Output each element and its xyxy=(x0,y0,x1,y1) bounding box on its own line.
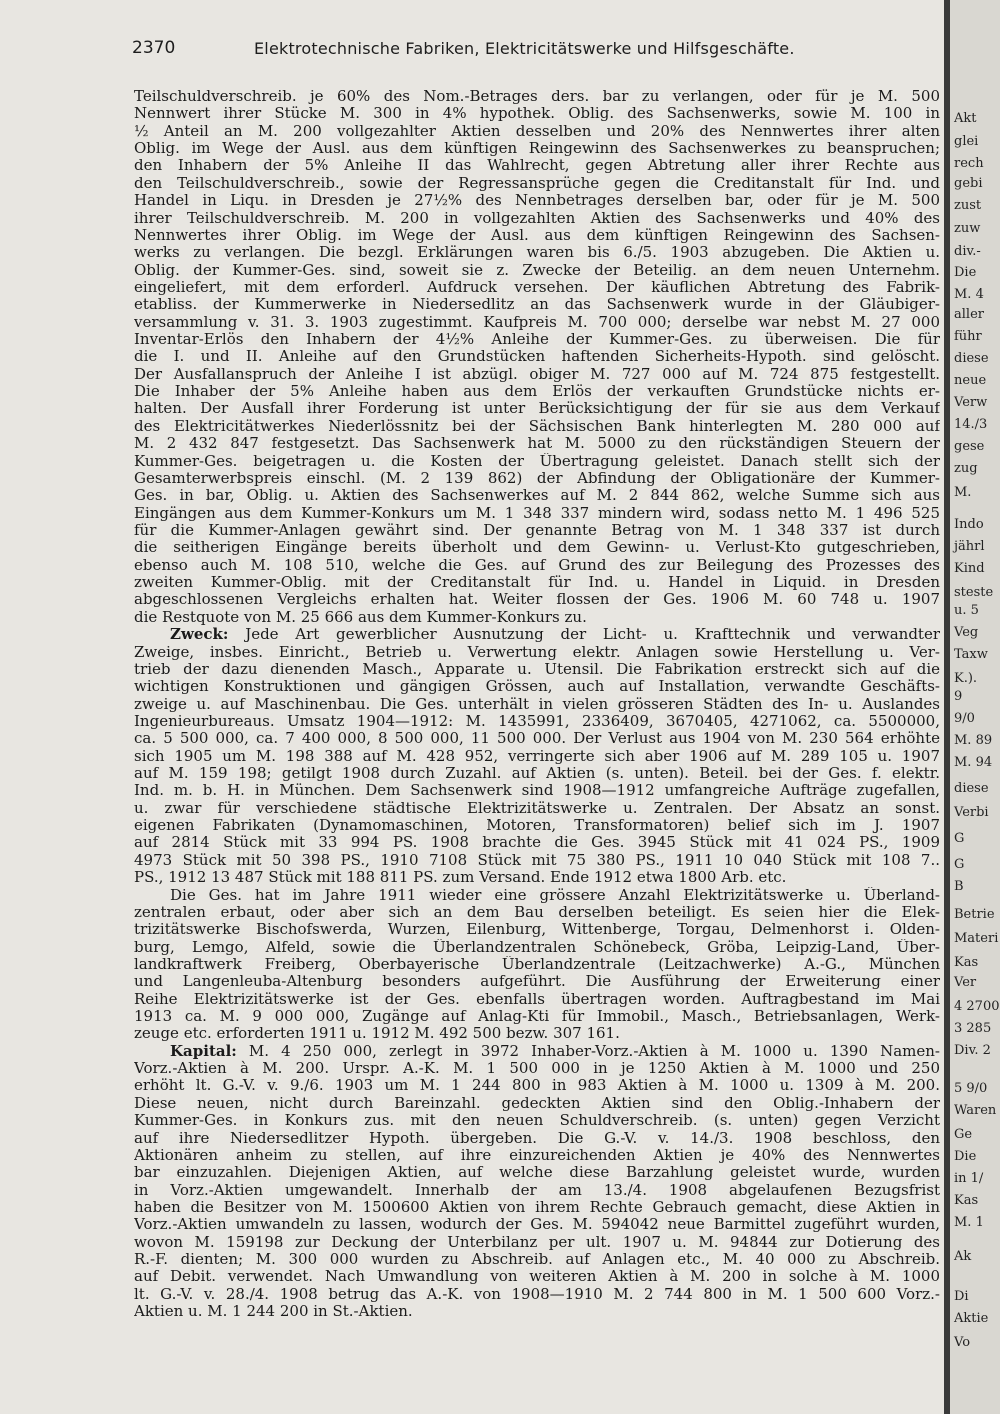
adjacent-page-text: zug xyxy=(954,461,978,476)
text-line: auf 2814 Stück mit 33 994 PS. 1908 brachte die Ges. 3945 Stück mit 41 024 PS., 1909 xyxy=(134,834,940,852)
text-line: abgeschlossenen Vergleichs erhalten hat. Weiter flossen der Ges. 1906 M. 60 748 u. 1907 xyxy=(134,591,940,609)
text-line: burg, Lemgo, Alfeld, sowie die Überlandzentralen Schönebeck, Gröba, Leipzig-Land, Über- xyxy=(134,938,940,956)
text-line xyxy=(134,626,940,643)
adjacent-page-text: Betrie xyxy=(954,907,995,922)
zweck-continuation-paragraph xyxy=(134,887,940,1043)
adjacent-page-text: diese xyxy=(954,351,989,366)
text-line: Diese neuen, nicht durch Bareinzahl. gedeckten Aktien sind den Oblig.-Inhabern der xyxy=(134,1094,940,1112)
text-line: Oblig. im Wege der Ausl. aus dem künftigen Reingewinn des Sachsenwerkes zu beanspruchen; xyxy=(134,140,940,158)
adjacent-page-text: Kas xyxy=(954,1193,979,1208)
text-line: Zweige, insbes. Einricht., Betrieb u. Verwertung elektr. Anlagen sowie Herstellung u. Ver- xyxy=(134,643,940,661)
text-line: ihrer Teilschuldverschreib. M. 200 in vollgezahlten Aktien des Sachsenwerks und 40% des xyxy=(134,209,940,227)
text-line: lt. G.-V. v. 28./4. 1908 betrug das A.-K. von 1908—1910 M. 2 744 800 in M. 1 500 600 Vorz.- xyxy=(134,1285,940,1303)
adjacent-page-text: Veg xyxy=(954,625,979,640)
adjacent-page-text: M. xyxy=(954,485,972,500)
adjacent-page-text: in 1/ xyxy=(954,1171,984,1186)
adjacent-page-text: Die xyxy=(954,265,977,280)
adjacent-page-text: glei xyxy=(954,134,979,149)
text-line: den Inhabern der 5% Anleihe II das Wahlrecht, gegen Abtretung aller ihrer Rechte aus xyxy=(134,157,940,175)
adjacent-page-text: Die xyxy=(954,1149,977,1164)
text-line: Aktionären anheim zu stellen, auf ihre einzureichenden Aktien je 40% des Nennwertes xyxy=(134,1146,940,1164)
text-line: Aktien u. M. 1 244 200 in St.-Aktien. xyxy=(134,1303,413,1321)
text-line: etabliss. der Kummerwerke in Niedersedlitz an das Sachsenwerk wurde in der Gläubiger- xyxy=(134,296,940,314)
adjacent-page-text: M. 4 xyxy=(954,287,984,302)
text-line: zentralen erbaut, oder aber sich an dem Bau derselben beteiligt. Es seien hier die Elek- xyxy=(134,903,940,921)
text-span: Jede Art gewerblicher Ausnutzung der Licht- u. Krafttechnik und verwandter xyxy=(228,626,940,644)
adjacent-page-text: gese xyxy=(954,439,985,454)
text-line: die Restquote von M. 25 666 aus dem Kummer-Konkurs zu. xyxy=(134,608,587,626)
adjacent-page-text: M. 94 xyxy=(954,755,993,770)
text-line: bar einzuzahlen. Diejenigen Aktien, auf welche diese Barzahlung geleistet wurde, wurden xyxy=(134,1164,940,1182)
text-line: auf Debit. verwendet. Nach Umwandlung von weiteren Aktien à M. 200 in solche à M. 1000 xyxy=(134,1268,940,1286)
adjacent-page-text: Di xyxy=(954,1289,969,1304)
page-number: 2370 xyxy=(132,38,176,58)
text-line: Nennwert ihrer Stücke M. 300 in 4% hypothek. Oblig. des Sachsenwerks, sowie M. 100 in xyxy=(134,105,940,123)
adjacent-page-fragment xyxy=(950,0,1000,1414)
text-line: auf M. 159 198; getilgt 1908 durch Zuzahl. auf Aktien (s. unten). Beteil. bei der Ges. f. elektr. xyxy=(134,765,940,783)
text-line: haben die Besitzer von M. 1500600 Aktien von ihrem Rechte Gebrauch gemacht, diese Aktien in xyxy=(134,1199,940,1216)
text-line: sich 1905 um M. 198 388 auf M. 428 952, verringerte sich aber 1906 auf M. 289 105 u. 1907 xyxy=(134,747,940,765)
text-line: PS., 1912 13 487 Stück mit 188 811 PS. zum Versand. Ende 1912 etwa 1800 Arb. etc. xyxy=(134,869,787,887)
adjacent-page-text: führ xyxy=(954,329,982,344)
text-line: ½ Anteil an M. 200 vollgezahlter Aktien desselben und 20% des Nennwertes ihrer alten xyxy=(134,122,940,140)
text-line: die I. und II. Anleihe auf den Grundstücken haftenden Sicherheits-Hypoth. sind gelöscht. xyxy=(134,348,940,366)
text-line: erhöht lt. G.-V. v. 9./6. 1903 um M. 1 244 800 in 983 Aktien à M. 1000 u. 1309 à M. 200. xyxy=(134,1077,940,1095)
text-line: Die Ges. hat im Jahre 1911 wieder eine grössere Anzahl Elektrizitätswerke u. Überland- xyxy=(170,886,940,904)
adjacent-page-text: M. 1 xyxy=(954,1215,984,1230)
adjacent-page-text: Ak xyxy=(954,1249,972,1264)
body-text xyxy=(134,88,940,1321)
adjacent-page-text: aller xyxy=(954,307,984,322)
text-line: auf ihre Niedersedlitzer Hypoth. übergeben. Die G.-V. v. 14./3. 1908 beschloss, den xyxy=(134,1129,940,1147)
text-line: zweige u. auf Maschinenbau. Die Ges. unterhält in vielen grösseren Städten des In- u. Auslandes xyxy=(134,695,940,713)
text-line: Eingängen aus dem Kummer-Konkurs um M. 1 348 337 mindern wird, sodass netto M. 1 496 525 xyxy=(134,504,940,522)
text-line: wovon M. 159198 zur Deckung der Unterbilanz per ult. 1907 u. M. 94844 zur Dotierung des xyxy=(134,1233,940,1251)
text-line: Nennwertes ihrer Oblig. im Wege der Ausl. aus dem künftigen Reingewinn des Sachsen- xyxy=(134,226,940,244)
adjacent-page-text: 5 9/0 xyxy=(954,1081,988,1096)
adjacent-page-text: u. 5 xyxy=(954,603,979,618)
adjacent-page-text: 14./3 xyxy=(954,417,988,432)
text-line xyxy=(134,1043,940,1060)
adjacent-page-text: M. 89 xyxy=(954,733,993,748)
adjacent-page-text: G xyxy=(954,831,965,846)
adjacent-page-text: div.- xyxy=(954,244,981,259)
text-line: Reihe Elektrizitätswerke ist der Ges. ebenfalls übertragen worden. Auftragbestand im Mai xyxy=(134,990,940,1008)
text-line: ebenso auch M. 108 510, welche die Ges. auf Grund des zur Beilegung des Prozesses des xyxy=(134,556,940,574)
adjacent-page-text: zuw xyxy=(954,221,981,236)
text-line: R.-F. dienten; M. 300 000 wurden zu Abschreib. auf Anlagen etc., M. 40 000 zu Abschreib. xyxy=(134,1251,940,1269)
text-line: Der Ausfallanspruch der Anleihe I ist abzügl. obiger M. 727 000 auf M. 724 875 festgestellt. xyxy=(134,365,940,383)
kapital-paragraph xyxy=(134,1043,940,1321)
text-line: wichtigen Konstruktionen und gängigen Grössen, auch auf Installation, verwandte Geschäfts- xyxy=(134,678,940,696)
text-line: für die Kummer-Anlagen gewährt sind. Der genannte Betrag von M. 1 348 337 ist durch xyxy=(134,521,940,539)
adjacent-page-text: K.). xyxy=(954,671,978,686)
text-line: Oblig. der Kummer-Ges. sind, soweit sie z. Zwecke der Beteilig. an dem neuen Unternehm. xyxy=(134,261,940,279)
text-line: trieb der dazu dienenden Masch., Apparate u. Utensil. Die Fabrikation erstreckt sich auf die xyxy=(134,660,940,678)
adjacent-page-text: 9/0 xyxy=(954,711,975,726)
adjacent-page-text: Div. 2 xyxy=(954,1043,991,1058)
adjacent-page-text: jährl xyxy=(954,539,985,554)
adjacent-page-text: neue xyxy=(954,373,987,388)
text-line: werks zu verlangen. Die bezgl. Erklärungen waren bis 6./5. 1903 abzugeben. Die Aktien u. xyxy=(134,244,940,262)
text-line: Kummer-Ges. in Konkurs zus. mit den neuen Schuldverschreib. (s. unten) gegen Verzicht xyxy=(134,1112,940,1130)
text-line: M. 2 432 847 festgesetzt. Das Sachsenwerk hat M. 5000 zu den rückständigen Steuern der xyxy=(134,435,940,453)
intro-paragraph xyxy=(134,88,940,626)
adjacent-page-text: diese xyxy=(954,781,989,796)
adjacent-page-text: Kas xyxy=(954,955,979,970)
text-line: Ingenieurbureaus. Umsatz 1904—1912: M. 1435991, 2336409, 3670405, 4271062, ca. 5500000, xyxy=(134,712,940,730)
text-line: Die Inhaber der 5% Anleihe haben aus dem Erlös der verkauften Grundstücke nichts er- xyxy=(134,383,940,401)
text-line: Ges. in bar, Oblig. u. Aktien des Sachsenwerkes auf M. 2 844 862, welche Summe sich aus xyxy=(134,487,940,505)
text-line: eigenen Fabrikaten (Dynamomaschinen, Motoren, Transformatoren) belief sich im J. 1907 xyxy=(134,817,940,835)
adjacent-page-text: Materi xyxy=(954,931,999,946)
adjacent-page-text: Vo xyxy=(954,1335,971,1350)
text-line: Teilschuldverschreib. je 60% des Nom.-Betrages ders. bar zu verlangen, oder für je M. 500 xyxy=(134,88,940,105)
text-line: ca. 5 500 000, ca. 7 400 000, 8 500 000, 11 500 000. Der Verlust aus 1904 von M. 230 564 erhöhte xyxy=(134,730,940,748)
adjacent-page-text: Ge xyxy=(954,1127,973,1142)
adjacent-page-text: rech xyxy=(954,156,984,171)
adjacent-page-text: B xyxy=(954,879,964,894)
adjacent-page-text: Waren xyxy=(954,1103,997,1118)
text-line: zweiten Kummer-Oblig. mit der Creditanstalt für Ind. u. Handel in Liquid. in Dresden xyxy=(134,574,940,592)
adjacent-page-text: Kind xyxy=(954,561,985,576)
adjacent-page-text: gebi xyxy=(954,176,983,191)
text-line: Inventar-Erlös den Inhabern der 4½% Anleihe der Kummer-Ges. zu überweisen. Die für xyxy=(134,331,940,349)
adjacent-page-text: Aktie xyxy=(954,1311,989,1326)
text-line: und Langenleuba-Altenburg besonders aufgeführt. Die Ausführung der Erweiterung einer xyxy=(134,973,940,991)
text-line: Vorz.-Aktien à M. 200. Urspr. A.-K. M. 1 500 000 in je 1250 Aktien à M. 1000 und 250 xyxy=(134,1060,940,1078)
text-line: den Teilschuldverschreib., sowie der Regressansprüche gegen die Creditanstalt für Ind. und xyxy=(134,174,940,192)
adjacent-page-text: Ver xyxy=(954,975,977,990)
text-line: landkraftwerk Freiberg, Oberbayerische Überlandzentrale (Leitzachwerke) A.-G., München xyxy=(134,955,940,973)
adjacent-page-text: Verbi xyxy=(954,805,989,820)
adjacent-page-text: 3 285 xyxy=(954,1021,992,1036)
text-span: M. 4 250 000, zerlegt in 3972 Inhaber-Vorz.-Aktien à M. 1000 u. 1390 Namen- xyxy=(236,1042,940,1060)
adjacent-page-text: Verw xyxy=(954,395,988,410)
text-line: Kummer-Ges. beigetragen u. die Kosten der Übertragung geleistet. Danach stellt sich der xyxy=(134,452,940,470)
text-line: eingeliefert, mit dem erforderl. Aufdruck versehen. Der käuflichen Abtretung des Fabrik- xyxy=(134,278,940,296)
text-line: in Vorz.-Aktien umgewandelt. Innerhalb der am 13./4. 1908 abgelaufenen Bezugsfrist xyxy=(134,1181,940,1199)
adjacent-page-text: 4 2700 xyxy=(954,999,1000,1014)
text-line: 1913 ca. M. 9 000 000, Zugänge auf Anlag-Kti für Immobil., Masch., Betriebsanlagen, Werk- xyxy=(134,1008,940,1026)
text-line: die seitherigen Eingänge bereits überholt und dem Gewinn- u. Verlust-Kto gutgeschrieben, xyxy=(134,539,940,557)
adjacent-page-text: zust xyxy=(954,198,982,213)
text-line: trizitätswerke Bischofswerda, Wurzen, Eilenburg, Wittenberge, Torgau, Delmenhorst i. Olden- xyxy=(134,921,940,939)
text-line: versammlung v. 31. 3. 1903 zugestimmt. Kaufpreis M. 700 000; derselbe war nebst M. 27 000 xyxy=(134,313,940,331)
page-header xyxy=(132,38,942,64)
running-title: Elektrotechnische Fabriken, Elektricitätswerke und Hilfsgeschäfte. xyxy=(254,39,795,58)
text-line: des Elektricitätwerkes Niederlössnitz bei der Sächsischen Bank hinterlegten M. 280 000 auf xyxy=(134,417,940,435)
adjacent-page-text: Indo xyxy=(954,517,984,532)
adjacent-page-text: Taxw xyxy=(954,647,988,662)
section-label: Kapital: xyxy=(170,1042,237,1060)
adjacent-page-text: G xyxy=(954,857,965,872)
adjacent-page-text: Akt xyxy=(954,111,977,126)
text-line: zeuge etc. erforderten 1911 u. 1912 M. 492 500 bezw. 307 161. xyxy=(134,1025,620,1043)
text-line: Gesamterwerbspreis einschl. (M. 2 139 862) der Abfindung der Obligationäre der Kummer- xyxy=(134,469,940,487)
text-line: Handel in Liqu. in Dresden je 27½% des Nennbetrages derselben bar, oder für je M. 500 xyxy=(134,192,940,210)
adjacent-page-text: 9 xyxy=(954,689,963,704)
adjacent-page-text: steste xyxy=(954,585,994,600)
text-line: halten. Der Ausfall ihrer Forderung ist unter Berücksichtigung der für sie aus dem Verkauf xyxy=(134,400,940,418)
text-line: Ind. m. b. H. in München. Dem Sachsenwerk sind 1908—1912 umfangreiche Aufträge zugefallen, xyxy=(134,782,940,800)
zweck-paragraph xyxy=(134,626,940,886)
text-line: u. zwar für verschiedene städtische Elektrizitätswerke u. Zentralen. Der Absatz an sonst. xyxy=(134,799,940,817)
section-label: Zweck: xyxy=(170,626,229,644)
text-line: 4973 Stück mit 50 398 PS., 1910 7108 Stück mit 75 380 PS., 1911 10 040 Stück mit 108 7.. xyxy=(134,851,940,869)
text-line: Vorz.-Aktien umwandeln zu lassen, wodurch der Ges. M. 594042 neue Barmittel zugeführt wurden, xyxy=(134,1216,940,1234)
